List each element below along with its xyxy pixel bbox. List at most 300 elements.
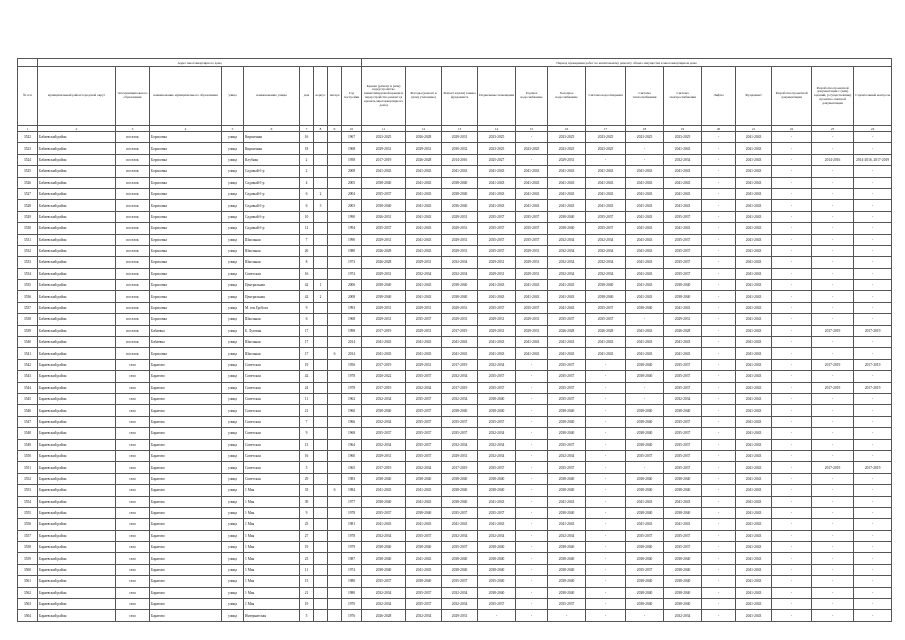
table-cell: 5 xyxy=(300,462,314,473)
table-cell: 2041-2043 xyxy=(478,166,516,177)
table-cell xyxy=(328,143,342,154)
table-cell: 2041-2043 xyxy=(406,177,442,188)
table-cell: - xyxy=(854,610,892,621)
table-cell xyxy=(328,439,342,450)
table-cell: - xyxy=(812,428,854,439)
table-cell: - xyxy=(772,485,812,496)
table-cell: - xyxy=(812,587,854,598)
table-cell: 2029-2031 xyxy=(664,314,702,325)
table-cell: - xyxy=(854,223,892,234)
table-cell: - xyxy=(586,576,626,587)
table-cell: 2041-2043 xyxy=(516,291,548,302)
table-row xyxy=(18,245,892,256)
table-cell: улица xyxy=(222,166,244,177)
table-cell xyxy=(314,234,328,245)
table-cell: - xyxy=(586,587,626,598)
table-cell: 2 xyxy=(300,166,314,177)
table-cell: Борисовка xyxy=(150,223,222,234)
table-cell: - xyxy=(854,245,892,256)
table-cell: 2041-2043 xyxy=(516,337,548,348)
table-cell: 2017-2019 xyxy=(442,382,478,393)
table-cell: - xyxy=(772,325,812,336)
table-cell: 2041-2043 xyxy=(548,291,586,302)
table-cell: 2038-2040 xyxy=(362,405,406,416)
table-cell xyxy=(328,530,342,541)
table-cell: Бабаевский район xyxy=(38,211,116,222)
table-cell: 21 xyxy=(300,587,314,598)
table-cell: 2038-2040 xyxy=(626,599,664,610)
table-cell: поселок xyxy=(116,143,150,154)
table-cell: 2041-2043 xyxy=(516,166,548,177)
table-cell: - xyxy=(516,507,548,518)
table-cell: Бабаевский район xyxy=(38,143,116,154)
table-cell: 2032-2034 xyxy=(362,439,406,450)
table-cell: 2035-2037 xyxy=(362,507,406,518)
table-cell: улица xyxy=(222,599,244,610)
table-cell: 2017-2019 xyxy=(854,325,892,336)
table-cell: Школьная xyxy=(244,314,300,325)
table-cell: 2041-2043 xyxy=(736,314,772,325)
table-cell: 3526 xyxy=(18,177,38,188)
table-cell: 2041-2043 xyxy=(406,337,442,348)
table-cell: 2041-2043 xyxy=(736,211,772,222)
table-cell: 2041-2043 xyxy=(736,462,772,473)
table-cell: 2035-2037 xyxy=(406,530,442,541)
table-cell xyxy=(314,154,328,165)
table-cell: - xyxy=(854,553,892,564)
table-cell: 2025-2027 xyxy=(478,154,516,165)
table-cell: - xyxy=(854,177,892,188)
table-cell: 2038-2040 xyxy=(362,542,406,553)
column-header: литера xyxy=(328,67,342,126)
table-cell: Садовый б-р xyxy=(244,177,300,188)
table-cell: Бараевский район xyxy=(38,610,116,621)
table-cell: 2041-2043 xyxy=(478,280,516,291)
table-cell: - xyxy=(812,496,854,507)
table-cell: - xyxy=(812,314,854,325)
table-cell: 3532 xyxy=(18,245,38,256)
table-cell: Баратово xyxy=(150,393,222,404)
table-cell: 2038-2040 xyxy=(478,485,516,496)
table-cell: 2038-2040 xyxy=(362,473,406,484)
table-cell: улица xyxy=(222,462,244,473)
table-cell: 2041-2043 xyxy=(664,302,702,313)
column-header: Год постройки xyxy=(342,67,362,126)
table-cell: 2041-2043 xyxy=(406,166,442,177)
table-cell: - xyxy=(854,405,892,416)
table-cell: 1980 xyxy=(342,576,362,587)
table-cell: 3543 xyxy=(18,371,38,382)
table-row xyxy=(18,382,892,393)
table-cell: 2035-2037 xyxy=(406,393,442,404)
table-cell: 2023-2025 xyxy=(362,132,406,143)
table-cell: 2023-2025 xyxy=(586,132,626,143)
column-number: 10 xyxy=(342,126,362,132)
table-cell: - xyxy=(702,576,736,587)
table-cell: - xyxy=(772,439,812,450)
table-cell: - xyxy=(516,393,548,404)
table-cell: 3524 xyxy=(18,154,38,165)
table-cell: поселок xyxy=(116,348,150,359)
table-cell: 2032-2034 xyxy=(406,610,442,621)
table-row xyxy=(18,507,892,518)
table-cell: поселок xyxy=(116,132,150,143)
table-cell xyxy=(328,610,342,621)
table-cell: поселок xyxy=(116,268,150,279)
table-cell: 3554 xyxy=(18,496,38,507)
table-cell: Советская xyxy=(244,405,300,416)
table-cell: 2041-2043 xyxy=(516,188,548,199)
table-cell: 2017-2019 xyxy=(854,462,892,473)
table-cell: - xyxy=(772,280,812,291)
table-cell: - xyxy=(702,154,736,165)
table-cell: 2035-2037 xyxy=(516,302,548,313)
table-cell: - xyxy=(516,132,548,143)
table-cell: 2 xyxy=(314,291,328,302)
table-cell: 2032-2034 xyxy=(664,154,702,165)
table-cell: - xyxy=(772,234,812,245)
table-cell: Центральная xyxy=(244,280,300,291)
table-row xyxy=(18,268,892,279)
table-cell: - xyxy=(772,473,812,484)
table-cell: 2029-2031 xyxy=(516,325,548,336)
table-cell: Баратово xyxy=(150,473,222,484)
table-cell: 2035-2037 xyxy=(362,223,406,234)
table-cell: поселок xyxy=(116,200,150,211)
table-cell: 1 Мая xyxy=(244,496,300,507)
column-number: 22 xyxy=(772,126,812,132)
table-cell: 2035-2037 xyxy=(548,382,586,393)
table-cell: 2038-2040 xyxy=(362,280,406,291)
table-cell: Бабаевский район xyxy=(38,166,116,177)
table-cell: 2041-2043 xyxy=(664,166,702,177)
table-cell: 2041-2043 xyxy=(626,177,664,188)
table-cell: - xyxy=(702,337,736,348)
table-cell: 3537 xyxy=(18,302,38,313)
table-cell: 3544 xyxy=(18,382,38,393)
table-cell: 2041-2043 xyxy=(548,496,586,507)
table-cell: 3546 xyxy=(18,405,38,416)
table-cell: 2041-2043 xyxy=(586,177,626,188)
table-cell: 2041-2043 xyxy=(736,564,772,575)
table-cell: 2035-2037 xyxy=(548,371,586,382)
table-cell: 2041-2043 xyxy=(736,359,772,370)
table-cell: 8 xyxy=(300,257,314,268)
column-header: Фасады (ремонт и (или) утепление) xyxy=(406,67,442,126)
table-cell: 1958 xyxy=(342,154,362,165)
table-cell: 26 xyxy=(300,245,314,256)
table-cell: - xyxy=(702,450,736,461)
table-cell: 2041-2043 xyxy=(626,223,664,234)
table-cell: 2038-2040 xyxy=(362,291,406,302)
table-cell: 2041-2043 xyxy=(478,348,516,359)
column-number: 8 xyxy=(314,126,328,132)
column-header: корпус xyxy=(314,67,328,126)
table-cell xyxy=(328,371,342,382)
table-cell: 1968 xyxy=(342,428,362,439)
table-cell xyxy=(314,371,328,382)
table-cell: село xyxy=(116,359,150,370)
table-cell xyxy=(314,542,328,553)
table-cell: 2035-2037 xyxy=(664,462,702,473)
table-cell: 2041-2043 xyxy=(548,302,586,313)
table-row xyxy=(18,519,892,530)
table-cell: 2041-2043 xyxy=(586,200,626,211)
table-cell: - xyxy=(516,439,548,450)
table-cell: 2041-2043 xyxy=(548,188,586,199)
table-cell: - xyxy=(702,519,736,530)
table-cell: Бараевский район xyxy=(38,496,116,507)
table-cell xyxy=(328,393,342,404)
table-cell: 18 xyxy=(300,143,314,154)
table-cell xyxy=(328,450,342,461)
table-cell: поселок xyxy=(116,314,150,325)
column-number: 4 xyxy=(150,126,222,132)
table-cell: 2041-2043 xyxy=(478,188,516,199)
table-cell: 2014 xyxy=(342,337,362,348)
table-cell: 24 xyxy=(300,382,314,393)
table-cell: 2041-2043 xyxy=(736,428,772,439)
table-cell: - xyxy=(854,450,892,461)
table-cell: - xyxy=(772,496,812,507)
table-cell: 2038-2040 xyxy=(664,564,702,575)
table-cell: Бараевский район xyxy=(38,359,116,370)
table-cell: Борисовка xyxy=(150,257,222,268)
table-cell: 3522 xyxy=(18,132,38,143)
table-cell: 19 xyxy=(300,542,314,553)
table-cell: 2041-2043 xyxy=(406,291,442,302)
table-cell xyxy=(328,599,342,610)
table-cell: 2035-2037 xyxy=(406,599,442,610)
table-cell: - xyxy=(772,188,812,199)
table-cell: - xyxy=(772,245,812,256)
table-cell: 3538 xyxy=(18,314,38,325)
table-cell: 2041-2043 xyxy=(736,405,772,416)
table-cell: 2041-2043 xyxy=(586,348,626,359)
table-cell: Баратово xyxy=(150,450,222,461)
table-cell: 2029-2031 xyxy=(406,359,442,370)
table-cell: Бараевский район xyxy=(38,564,116,575)
table-cell: 2004 xyxy=(342,188,362,199)
table-cell: - xyxy=(772,610,812,621)
table-cell xyxy=(314,393,328,404)
table-cell xyxy=(328,564,342,575)
table-cell: 27 xyxy=(300,530,314,541)
table-cell: 2041-2043 xyxy=(626,280,664,291)
table-cell: 2038-2040 xyxy=(478,473,516,484)
table-cell: 3545 xyxy=(18,393,38,404)
column-number: 9 xyxy=(328,126,342,132)
table-cell: Бабаевский район xyxy=(38,132,116,143)
column-number: 3 xyxy=(116,126,150,132)
column-header: Подвальные помещения xyxy=(478,67,516,126)
table-cell: - xyxy=(812,530,854,541)
table-cell: 2038-2040 xyxy=(626,359,664,370)
table-cell: 2038-2040 xyxy=(442,188,478,199)
table-cell: - xyxy=(586,416,626,427)
table-cell xyxy=(314,314,328,325)
table-cell: - xyxy=(586,428,626,439)
table-cell: 2041-2043 xyxy=(626,257,664,268)
column-header: Горячее водоснабжение xyxy=(516,67,548,126)
table-cell: 3540 xyxy=(18,337,38,348)
table-cell: 2035-2037 xyxy=(478,507,516,518)
table-cell: 1967 xyxy=(342,132,362,143)
table-cell: 2035-2037 xyxy=(516,211,548,222)
table-cell: Клубная xyxy=(244,154,300,165)
table-cell: 2038-2040 xyxy=(406,542,442,553)
table-cell xyxy=(328,314,342,325)
table-cell: 2041-2043 xyxy=(736,553,772,564)
table-cell: 2041-2043 xyxy=(406,234,442,245)
table-cell: 2038-2040 xyxy=(626,542,664,553)
table-cell: - xyxy=(854,393,892,404)
table-cell: 16 xyxy=(300,132,314,143)
table-row xyxy=(18,553,892,564)
table-cell: Баратово xyxy=(150,530,222,541)
table-cell: 2041-2043 xyxy=(406,280,442,291)
table-cell: 2038-2040 xyxy=(664,576,702,587)
table-cell: 2029-2031 xyxy=(478,268,516,279)
table-cell: 2041-2043 xyxy=(736,325,772,336)
table-cell: - xyxy=(772,143,812,154)
table-cell: 3536 xyxy=(18,291,38,302)
table-cell: 2035-2037 xyxy=(626,530,664,541)
table-cell: 2041-2043 xyxy=(478,200,516,211)
table-cell: 2 xyxy=(300,154,314,165)
table-cell: - xyxy=(812,200,854,211)
table-cell: поселок xyxy=(116,302,150,313)
table-cell: - xyxy=(702,530,736,541)
table-cell: - xyxy=(812,132,854,143)
table-cell: 2041-2043 xyxy=(406,188,442,199)
table-cell: 2017-2019 xyxy=(812,359,854,370)
table-cell: Школьная xyxy=(244,337,300,348)
table-row xyxy=(18,143,892,154)
table-cell: 2026-2031 xyxy=(362,211,406,222)
table-cell: 2038-2040 xyxy=(406,473,442,484)
table-cell: 3552 xyxy=(18,473,38,484)
table-cell: - xyxy=(702,428,736,439)
table-cell: 2035-2037 xyxy=(478,223,516,234)
table-cell: 42 xyxy=(300,371,314,382)
column-header: Строительный контроль xyxy=(854,67,892,126)
table-cell: 2041-2043 xyxy=(736,439,772,450)
table-cell: 2035-2037 xyxy=(478,382,516,393)
table-cell: 6 xyxy=(328,348,342,359)
column-number: 15 xyxy=(516,126,548,132)
table-cell: 2038-2040 xyxy=(664,507,702,518)
table-cell: 2035-2037 xyxy=(362,428,406,439)
table-cell: 3549 xyxy=(18,439,38,450)
table-cell: 2026-2028 xyxy=(586,325,626,336)
table-cell: 2041-2043 xyxy=(736,245,772,256)
table-cell: 2035-2037 xyxy=(406,450,442,461)
table-cell: 2035-2037 xyxy=(586,302,626,313)
table-cell: 2038-2040 xyxy=(664,553,702,564)
table-cell: 16 xyxy=(300,268,314,279)
table-cell: 2041-2043 xyxy=(406,519,442,530)
table-row xyxy=(18,439,892,450)
table-cell: - xyxy=(854,439,892,450)
table-cell: 2041-2043 xyxy=(406,553,442,564)
table-cell: - xyxy=(702,257,736,268)
table-cell: 2041-2043 xyxy=(736,473,772,484)
table-cell: - xyxy=(772,553,812,564)
table-cell: 2032-2034 xyxy=(478,450,516,461)
table-row xyxy=(18,234,892,245)
table-cell xyxy=(328,234,342,245)
table-cell: Баратово xyxy=(150,599,222,610)
table-cell: Бараевский район xyxy=(38,462,116,473)
table-cell: Бараевский район xyxy=(38,587,116,598)
table-row xyxy=(18,302,892,313)
column-header: наименование муниципального образования xyxy=(150,67,222,126)
table-cell: - xyxy=(516,530,548,541)
table-cell: Бараевский район xyxy=(38,416,116,427)
table-cell xyxy=(328,188,342,199)
table-cell: 2038-2040 xyxy=(626,302,664,313)
table-cell: Бабаевский район xyxy=(38,234,116,245)
table-cell: 3563 xyxy=(18,599,38,610)
table-cell: - xyxy=(854,576,892,587)
table-cell: 2038-2040 xyxy=(548,553,586,564)
table-cell: поселок xyxy=(116,245,150,256)
table-cell: - xyxy=(854,302,892,313)
table-cell: 2029-2031 xyxy=(442,234,478,245)
table-cell: - xyxy=(702,462,736,473)
table-cell: Баратово xyxy=(150,416,222,427)
table-cell: Бараевский район xyxy=(38,405,116,416)
table-cell: улица xyxy=(222,473,244,484)
table-cell: село xyxy=(116,542,150,553)
address-group-header: Адрес многоквартирного дома xyxy=(38,59,362,67)
table-cell: 5 xyxy=(300,610,314,621)
table-cell: 3550 xyxy=(18,450,38,461)
table-cell: - xyxy=(702,302,736,313)
column-number: 5 xyxy=(222,126,244,132)
table-cell: 2035-2037 xyxy=(664,382,702,393)
table-cell: 3551 xyxy=(18,462,38,473)
table-cell: 2029-2031 xyxy=(516,257,548,268)
table-cell: 2041-2043 xyxy=(736,280,772,291)
table-cell: - xyxy=(772,132,812,143)
table-cell: 17 xyxy=(300,348,314,359)
table-cell xyxy=(328,576,342,587)
table-cell: Бабаевский район xyxy=(38,325,116,336)
table-cell: поселок xyxy=(116,223,150,234)
table-cell: 2035-2037 xyxy=(406,439,442,450)
table-cell: 2038-2040 xyxy=(362,496,406,507)
table-cell: Бабаевский район xyxy=(38,245,116,256)
table-cell: 2035-2037 xyxy=(362,576,406,587)
table-cell: 2041-2043 xyxy=(664,200,702,211)
table-cell: 3528 xyxy=(18,200,38,211)
table-cell: поселок xyxy=(116,166,150,177)
table-cell: улица xyxy=(222,610,244,621)
table-cell xyxy=(328,268,342,279)
table-cell: Борисовка xyxy=(150,291,222,302)
table-cell: 3527 xyxy=(18,188,38,199)
table-cell xyxy=(314,599,328,610)
table-cell: 9 xyxy=(300,302,314,313)
table-cell: Борисовка xyxy=(150,132,222,143)
table-cell: 2038-2040 xyxy=(548,428,586,439)
table-cell: 2014-2016, 2017-2019 xyxy=(854,154,892,165)
table-cell: 2038-2040 xyxy=(586,280,626,291)
table-cell: улица xyxy=(222,325,244,336)
table-cell: 2041-2043 xyxy=(736,496,772,507)
